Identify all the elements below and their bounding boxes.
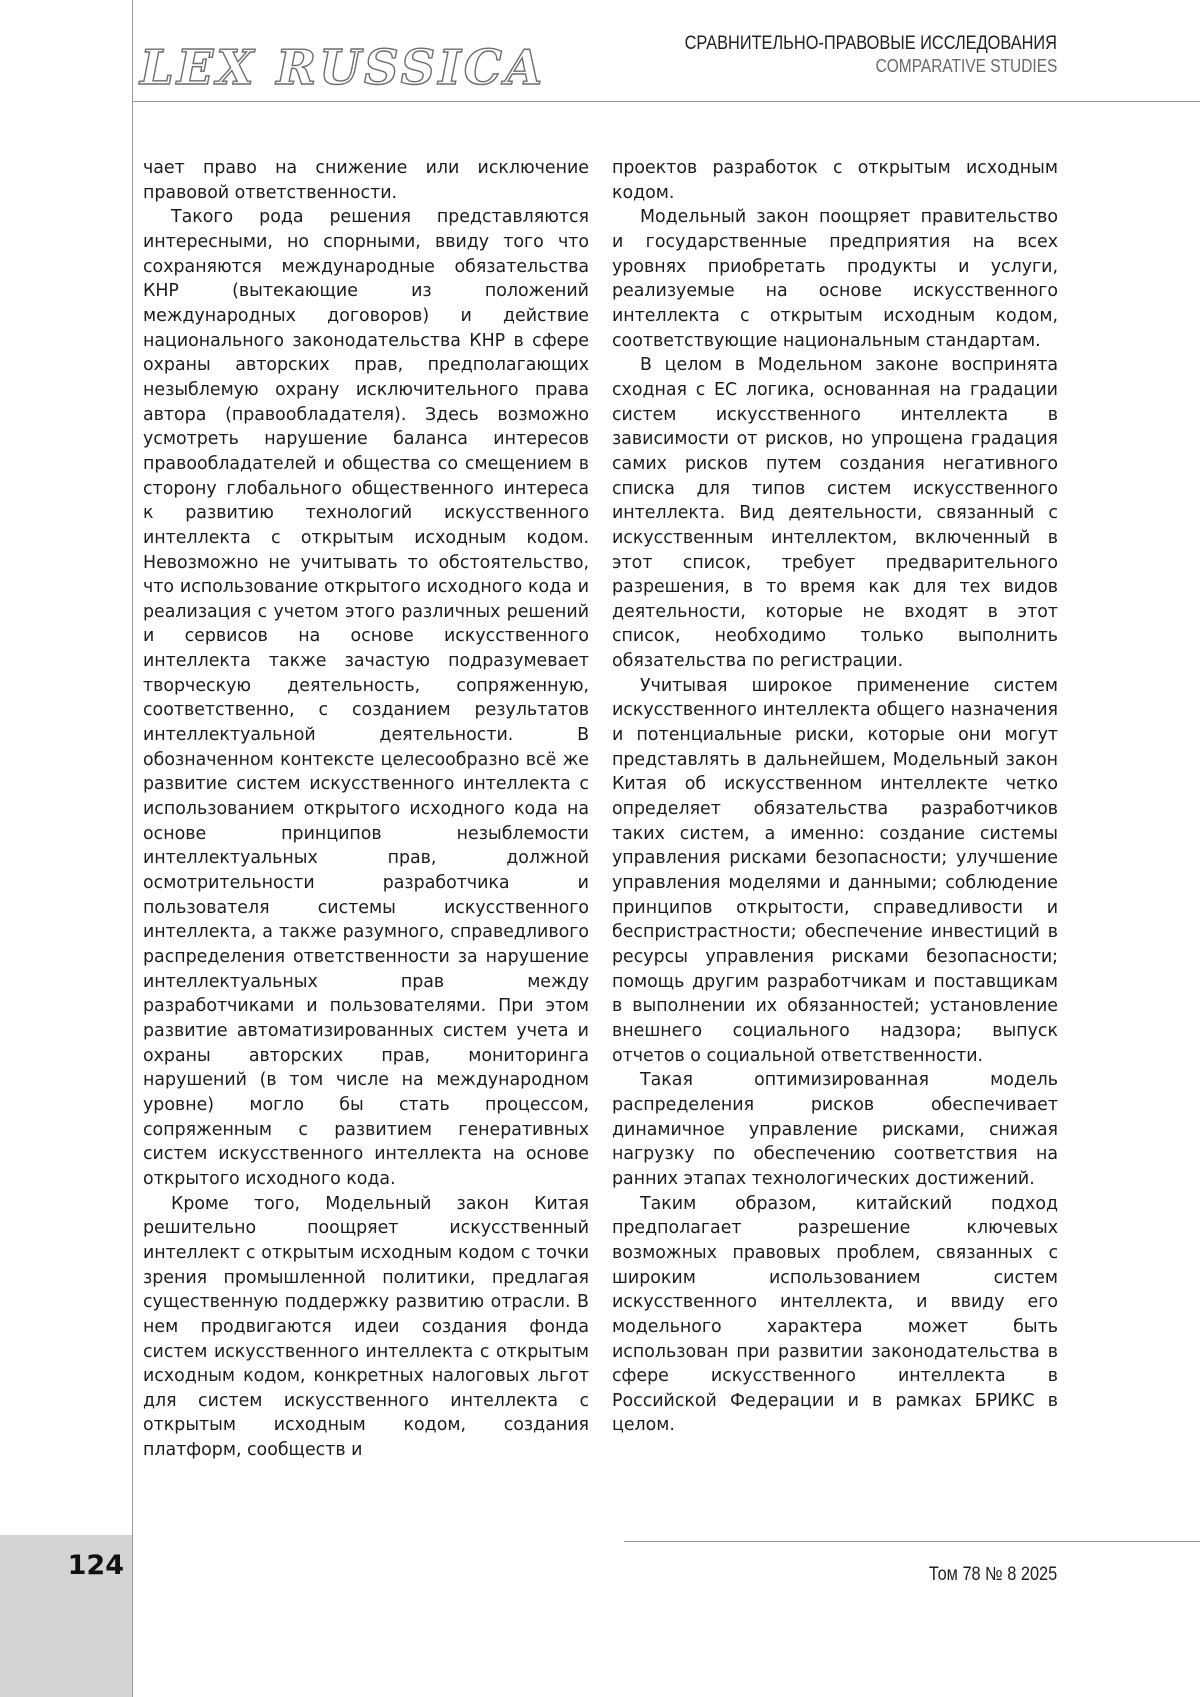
paragraph: Кроме того, Модельный закон Китая решительно поощряет искусственный интеллект с открытым исходным кодом с точки зрения промышленной политики, предлагая существенную поддержку развитию отрасли. В нем продвигаются идеи создания фонда систем искусственного интеллекта с открытым исходным кодом, конкретных налоговых льгот для систем искусственного интеллекта с открытым исходным кодом, создания платформ, сообществ и bbox=[143, 1193, 589, 1461]
left-margin-rule bbox=[132, 0, 133, 1697]
section-title-ru: СРАВНИТЕЛЬНО-ПРАВОВЫЕ ИССЛЕДОВАНИЯ bbox=[684, 33, 1057, 54]
paragraph: Такая оптимизированная модель распределения рисков обеспечивает динамичное управление рисками, снижая нагрузку по обеспечению соответствия на ранних этапах технологических достижений. bbox=[612, 1070, 1058, 1189]
journal-title-logo: LEX RUSSICA bbox=[140, 40, 546, 96]
footer-divider bbox=[624, 1541, 1200, 1542]
issue-info: Том 78 № 8 2025 bbox=[928, 1564, 1057, 1585]
right-column bbox=[612, 156, 1058, 1438]
paragraph: Модельный закон поощряет правительство и государственные предприятия на всех уровнях приобретать продукты и услуги, реализуемые на основе искусственного интеллекта с открытым исходным кодом, соответствующие национальным стандартам. bbox=[612, 207, 1058, 351]
left-column bbox=[143, 156, 589, 1463]
paragraph: проектов разработок с открытым исходным кодом. bbox=[612, 158, 1058, 203]
paragraph: чает право на снижение или исключение правовой ответственности. bbox=[143, 158, 589, 203]
paragraph: В целом в Модельном законе воспринята сходная с ЕС логика, основанная на градации систем искусственного интеллекта в зависимости от рисков, но упрощена градация самих рисков путем создания негативного списка для типов систем искусственного интеллекта. Вид деятельности, связанный с искусственным интеллектом, включенный в этот список, требует предварительного разрешения, в то время как для тех видов деятельности, которые не входят в этот список, необходимо только выполнить обязательства по регистрации. bbox=[612, 355, 1058, 672]
page-number: 124 bbox=[67, 1550, 124, 1581]
paragraph: Учитывая широкое применение систем искусственного интеллекта общего назначения и потенциальные риски, которые они могут представлять в дальнейшем, Модельный закон Китая об искусственном интеллекте четко определяет обязательства разработчиков таких систем, а именно: создание системы управления рисками безопасности; улучшение управления моделями и данными; соблюдение принципов открытости, справедливости и беспристрастности; обеспечение инвестиций в ресурсы управления рисками безопасности; помощь другим разработчикам и поставщикам в выполнении их обязанностей; установление внешнего социального надзора; выпуск отчетов о социальной ответственности. bbox=[612, 675, 1058, 1066]
paragraph: Такого рода решения представляются интересными, но спорными, ввиду того что сохраняются международные обязательства КНР (вытекающие из положений международных договоров) и действие национального законодательства КНР в сфере охраны авторских прав, предполагающих незыблемую охрану исключительного права автора (правообладателя). Здесь возможно усмотреть нарушение баланса интересов правообладателей и общества со смещением в сторону глобального общественного интереса к развитию технологий искусственного интеллекта с открытым исходным кодом. Невозможно не учитывать то обстоятельство, что использование открытого исходного кода и реализация с учетом этого различных решений и сервисов на основе искусственного интеллекта также зачастую подразумевает творческую деятельность, сопряженную, соответственно, с созданием результатов интеллектуальной деятельности. В обозначенном контексте целесообразно всё же развитие систем искусственного интеллекта с использованием открытого исходного кода на основе принципов незыблемости интеллектуальных прав, должной осмотрительности разработчика и пользователя системы искусственного интеллекта, а также разумного, справедливого распределения ответственности за нарушение интеллектуальных прав между разработчиками и пользователями. При этом развитие автоматизированных систем учета и охраны авторских прав, мониторинга нарушений (в том числе на международном уровне) могло бы стать процессом, сопряженным с развитием генеративных систем искусственного интеллекта на основе открытого исходного кода. bbox=[143, 207, 589, 1189]
header-divider bbox=[132, 101, 1200, 102]
paragraph: Таким образом, китайский подход предполагает разрешение ключевых возможных правовых проблем, связанных с широким использованием систем искусственного интеллекта, и ввиду его модельного характера может быть использован при развитии законодательства в сфере искусственного интеллекта в Российской Федерации и в рамках БРИКС в целом. bbox=[612, 1193, 1058, 1436]
section-title-en: COMPARATIVE STUDIES bbox=[875, 56, 1057, 76]
